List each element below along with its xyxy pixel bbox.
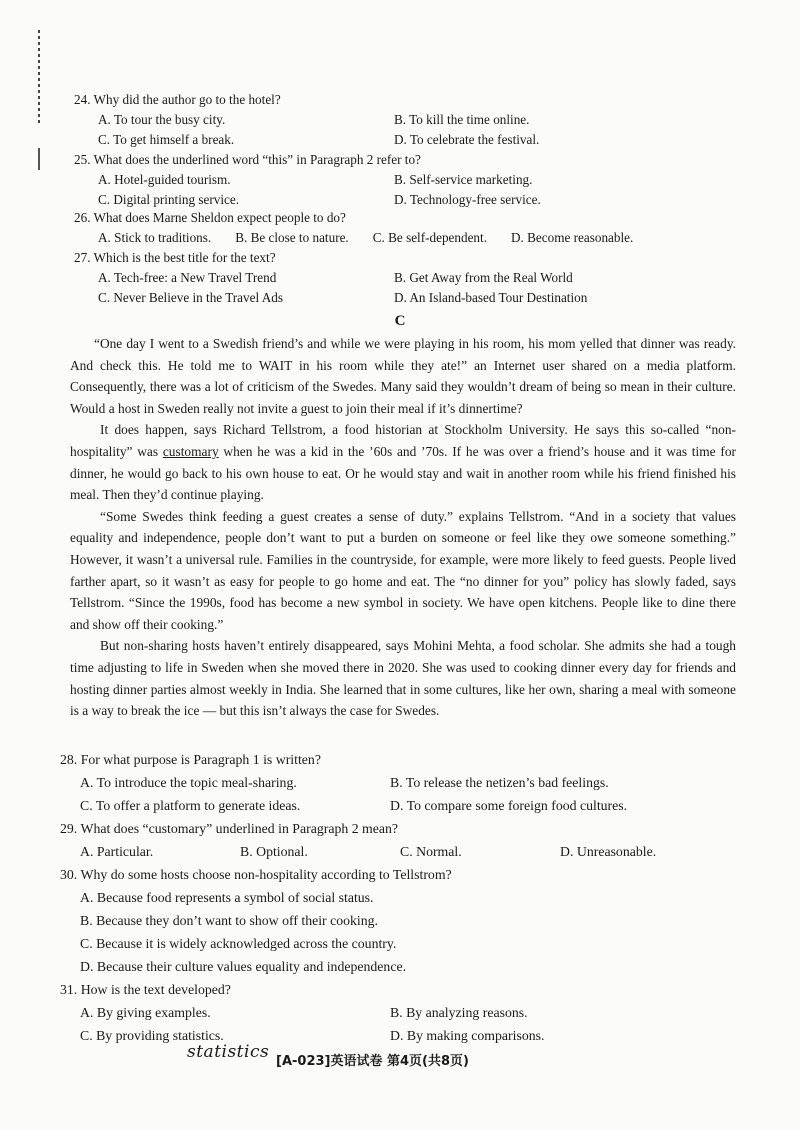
option-25-d[interactable]: D. Technology-free service. (394, 192, 541, 207)
option-24-a[interactable]: A. To tour the busy city. (98, 112, 226, 127)
option-28-d[interactable]: D. To compare some foreign food cultures. (390, 798, 628, 813)
option-25-c[interactable]: C. Digital printing service. (98, 192, 240, 207)
question-24-text: 24. Why did the author go to the hotel? (74, 92, 281, 107)
question-28-options (60, 771, 740, 817)
page-footer: [A-023]英语试卷 第4页(共8页) (276, 1054, 469, 1069)
option-24-b[interactable]: B. To kill the time online. (394, 112, 530, 127)
paragraph-2 (70, 419, 736, 505)
question-26 (74, 208, 734, 248)
option-29-b[interactable]: B. Optional. (240, 844, 308, 859)
option-31-d[interactable]: D. By making comparisons. (390, 1028, 545, 1043)
option-24-d[interactable]: D. To celebrate the festival. (394, 132, 540, 147)
option-25-b[interactable]: B. Self-service marketing. (394, 172, 533, 187)
question-24 (74, 90, 734, 150)
question-31-text: 31. How is the text developed? (60, 982, 231, 997)
option-27-c[interactable]: C. Never Believe in the Travel Ads (98, 290, 283, 305)
option-26-d[interactable]: D. Become reasonable. (511, 230, 634, 245)
question-28-text: 28. For what purpose is Paragraph 1 is written? (60, 752, 321, 767)
paragraph-2-start: It does happen, says Richard Tellstrom, a food historian at Stockholm University. He says this so-called “non-hospitality” was (70, 422, 736, 459)
binding-tick (38, 148, 40, 170)
option-27-a[interactable]: A. Tech-free: a New Travel Trend (98, 270, 277, 285)
question-29 (60, 817, 740, 863)
option-27-b[interactable]: B. Get Away from the Real World (394, 270, 573, 285)
question-27-options (74, 268, 734, 308)
handwritten-note: statistics (187, 1042, 270, 1062)
question-31-options (60, 1001, 740, 1047)
option-24-c[interactable]: C. To get himself a break. (98, 132, 235, 147)
option-29-a[interactable]: A. Particular. (80, 844, 154, 859)
question-30-options (60, 886, 740, 978)
option-26-b[interactable]: B. Be close to nature. (235, 230, 349, 245)
binding-marks (38, 30, 42, 170)
questions-28-31 (60, 748, 740, 1047)
option-29-c[interactable]: C. Normal. (400, 844, 462, 859)
option-31-c[interactable]: C. By providing statistics. (80, 1028, 224, 1043)
section-c-heading: C (394, 313, 406, 329)
option-26-c[interactable]: C. Be self-dependent. (372, 230, 487, 245)
question-25 (74, 150, 734, 210)
question-29-options (60, 840, 740, 863)
option-30-d[interactable]: D. Because their culture values equality and independence. (80, 959, 407, 974)
underlined-word-customary: customary (162, 443, 219, 459)
question-31 (60, 978, 740, 1047)
option-27-d[interactable]: D. An Island-based Tour Destination (394, 290, 588, 305)
paragraph-1: “One day I went to a Swedish friend’s and while we were playing in his room, his mom yelled that dinner was ready. And check this. He told me to WAIT in his room while they ate!” an Internet user shared on a media platform. Consequently, there was a lot of criticism of the Swedes. Many said they wouldn’t dream of being so mean in their culture. Would a host in Sweden really not invite a guest to join their meal if it’s dinnertime? (70, 336, 736, 416)
option-29-d[interactable]: D. Unreasonable. (560, 844, 657, 859)
option-31-a[interactable]: A. By giving examples. (80, 1005, 211, 1020)
question-30-text: 30. Why do some hosts choose non-hospitality according to Tellstrom? (60, 867, 452, 882)
option-31-b[interactable]: B. By analyzing reasons. (390, 1005, 528, 1020)
option-30-b[interactable]: B. Because they don’t want to show off their cooking. (80, 913, 378, 928)
option-30-c[interactable]: C. Because it is widely acknowledged across the country. (80, 936, 397, 951)
option-25-a[interactable]: A. Hotel-guided tourism. (98, 172, 231, 187)
option-26-a[interactable]: A. Stick to traditions. (98, 230, 212, 245)
paragraph-4: But non-sharing hosts haven’t entirely disappeared, says Mohini Mehta, a food scholar. She admits she had a tough time adjusting to life in Sweden when she moved there in 2020. She was used to cooking dinner every day for friends and hosting dinner parties almost weekly in India. She learned that in some cultures, like her own, sharing a meal with someone is a way to break the ice — but this isn’t always the case for Swedes. (70, 638, 736, 719)
binding-line (38, 30, 40, 125)
option-30-a[interactable]: A. Because food represents a symbol of social status. (80, 890, 374, 905)
question-26-options (74, 228, 734, 248)
question-27 (74, 248, 734, 308)
question-30 (60, 863, 740, 978)
option-28-c[interactable]: C. To offer a platform to generate ideas. (80, 798, 301, 813)
question-28 (60, 748, 740, 817)
question-29-text: 29. What does “customary” underlined in Paragraph 2 mean? (60, 821, 399, 836)
paragraph-2-end: when he was a kid in the ’60s and ’70s. If he was over a friend’s house and it was time for dinner, he would go back to his own house to eat. Or he would stay and wait in another room while his friend finished his meal. Then they’d continue playing. (70, 443, 736, 503)
passage-c (70, 333, 736, 722)
question-25-options (74, 170, 734, 210)
paragraph-3: “Some Swedes think feeding a guest creates a sense of duty.” explains Tellstrom. “And in a society that values equality and independence, people don’t want to put a burden on someone or feel like they owe someone something.” However, it wasn’t a universal rule. Families in the countryside, for example, were more likely to feed guests. People lived farther apart, so it wasn’t as easy for people to go home and eat. The “no dinner for you” policy has slowly faded, says Tellstrom. “Since the 1990s, food has become a new symbol in society. We have open kitchens. People like to dine there and show off their cooking.” (70, 508, 736, 632)
question-26-text: 26. What does Marne Sheldon expect people to do? (74, 210, 346, 225)
option-28-b[interactable]: B. To release the netizen’s bad feelings. (390, 775, 609, 790)
question-24-options (74, 110, 734, 150)
option-28-a[interactable]: A. To introduce the topic meal-sharing. (80, 775, 297, 790)
question-25-text: 25. What does the underlined word “this” in Paragraph 2 refer to? (74, 152, 421, 167)
question-27-text: 27. Which is the best title for the text? (74, 250, 276, 265)
